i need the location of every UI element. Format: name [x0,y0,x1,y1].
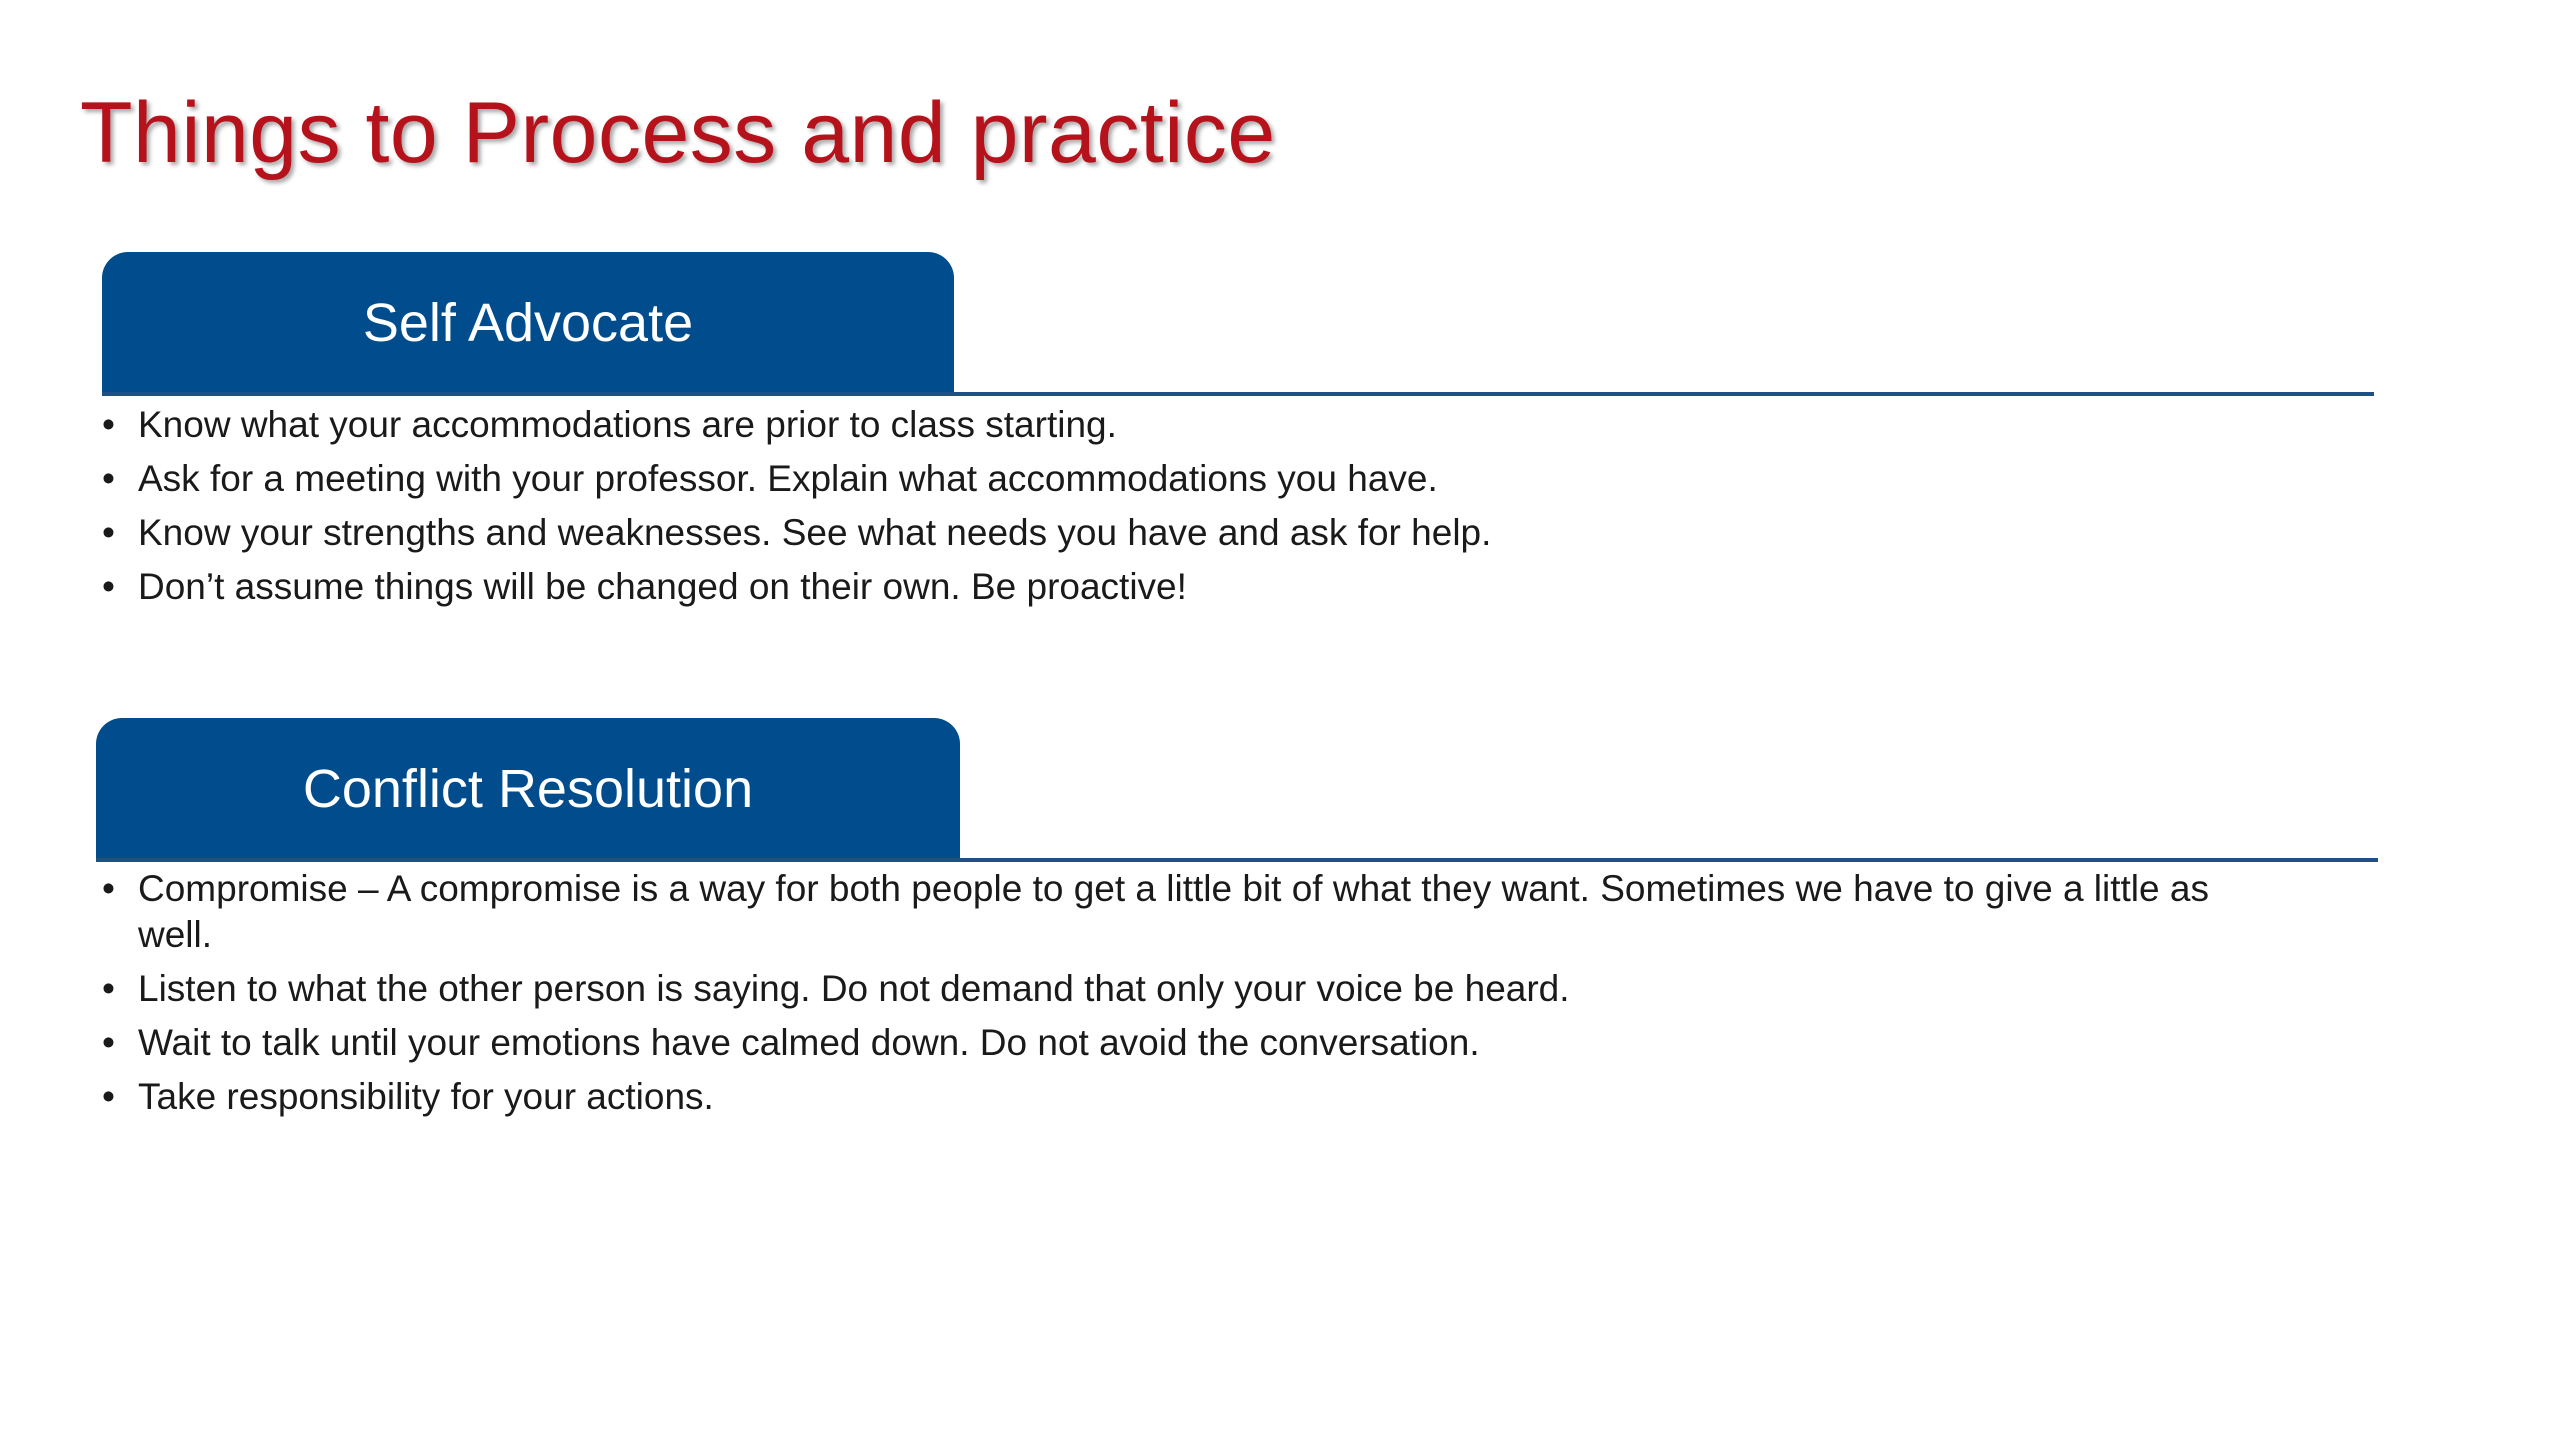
list-item [102,1020,2278,1066]
list-item-text: Compromise – A compromise is a way for both people to get a little bit of what they want. Sometimes we have to give a little as well. [138,868,2209,955]
list-item [102,866,2278,958]
list-item [102,456,2282,502]
bullet-icon: • [102,404,115,445]
bullet-icon: • [102,512,115,553]
section-divider [102,392,2374,396]
bullet-list [102,866,2282,1128]
list-item-text: Wait to talk until your emotions have calmed down. Do not avoid the conversation. [138,1022,1480,1063]
list-item-text: Ask for a meeting with your professor. Explain what accommodations you have. [138,458,1438,499]
list-item-text: Don’t assume things will be changed on their own. Be proactive! [138,566,1187,607]
bullet-icon: • [102,1076,115,1117]
bullet-icon: • [102,968,115,1009]
list-item [102,402,2282,448]
list-item-text: Take responsibility for your actions. [138,1076,714,1117]
bullet-icon: • [102,566,115,607]
list-item [102,564,2282,610]
bullet-icon: • [102,868,115,909]
list-item [102,510,2282,556]
list-item [102,1074,2278,1120]
list-item-text: Listen to what the other person is saying. Do not demand that only your voice be heard. [138,968,1570,1009]
slide-title: Things to Process and practice [80,85,1276,181]
bullet-icon: • [102,1022,115,1063]
section-divider [96,858,2378,862]
list-item [102,966,2278,1012]
list-item-text: Know your strengths and weaknesses. See what needs you have and ask for help. [138,512,1492,553]
bullet-list [102,402,2282,618]
list-item-text: Know what your accommodations are prior to class starting. [138,404,1117,445]
section-header: Self Advocate [102,252,954,394]
bullet-icon: • [102,458,115,499]
section-header: Conflict Resolution [96,718,960,860]
